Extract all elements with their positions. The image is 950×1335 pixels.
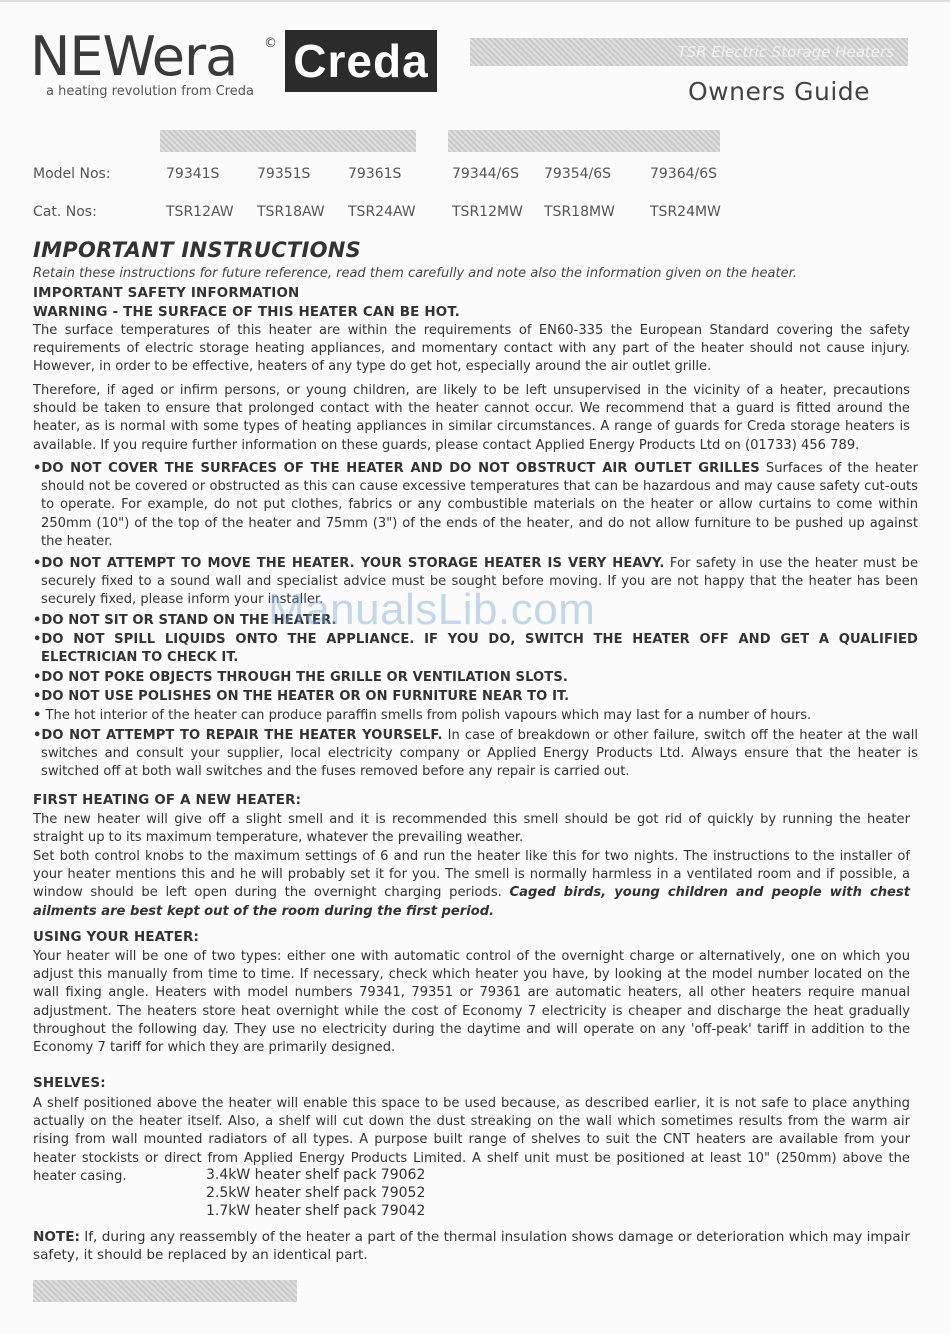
note-label: NOTE: xyxy=(33,1229,80,1245)
cat-number: TSR18AW xyxy=(257,204,325,220)
shelf-pack-item: 1.7kW heater shelf pack 79042 xyxy=(206,1203,426,1219)
first-heating-heading: FIRST HEATING OF A NEW HEATER: xyxy=(33,793,302,808)
cat-number: TSR24AW xyxy=(348,204,416,220)
automatic-header-bar xyxy=(160,130,416,152)
using-paragraph: Your heater will be one of two types: either one with automatic control of the overnight charge or alternatively, one on which you adjust this manually from time to time. If necessary, check which heater you have, by looking at the model number located on the wall fixing angle. Heaters with model numbers 79341, 79351 or 79361 are automatic heaters, all other heaters require manual adjustment. The heaters store heat overnight while the cost of Economy 7 electricity is cheaper and discharge the heat gradually throughout the following day. They use no electricity during the daytime and will operate on any 'off-peak' tariff in addition to the Economy 7 tariff for which they are primarily designed. xyxy=(33,949,910,1056)
bullet-bold: DO NOT ATTEMPT TO REPAIR THE HEATER YOURSELF. xyxy=(41,728,443,743)
model-number: 79351S xyxy=(257,166,311,182)
model-number: 79361S xyxy=(348,166,402,182)
model-number: 79341S xyxy=(166,166,220,182)
important-heading: IMPORTANT INSTRUCTIONS xyxy=(33,238,362,262)
model-number: 79364/6S xyxy=(650,166,718,182)
bullet-icon: • xyxy=(33,632,42,647)
shelves-heading: SHELVES: xyxy=(33,1076,106,1091)
cat-number: TSR24MW xyxy=(650,204,721,220)
bullet-bold: DO NOT SPILL LIQUIDS ONTO THE APPLIANCE. IF YOU DO, SWITCH THE HEATER OFF AND GET A QUALIFIED ELECTRICIAN TO CHECK IT. xyxy=(41,632,918,666)
product-banner: TSR Electric Storage Heaters xyxy=(470,38,908,66)
cat-number: TSR18MW xyxy=(544,204,615,220)
footer-bar xyxy=(33,1280,297,1302)
page-title: Owners Guide xyxy=(688,77,871,106)
model-number: 79354/6S xyxy=(544,166,612,182)
creda-logo: Creda xyxy=(285,30,437,92)
bullet-bold: DO NOT COVER THE SURFACES OF THE HEATER AND DO NOT OBSTRUCT AIR OUTLET GRILLES xyxy=(41,461,760,476)
bullet-bold: DO NOT SIT OR STAND ON THE HEATER. xyxy=(41,613,337,628)
first-heating-paragraph: The new heater will give off a slight smell and it is recommended this smell should be got rid of quickly by running the heater straight up to its maximum temperature, whatever the prevailing weather. xyxy=(33,812,910,846)
tagline: a heating revolution from Creda xyxy=(46,84,254,99)
bullet-icon: • xyxy=(33,461,42,476)
bullet-icon: • xyxy=(33,728,42,743)
bullet-item xyxy=(33,727,918,782)
bullet-item xyxy=(33,460,918,551)
bullet-bold: DO NOT ATTEMPT TO MOVE THE HEATER. YOUR STORAGE HEATER IS VERY HEAVY. xyxy=(41,556,665,571)
manual-header-bar xyxy=(448,130,720,152)
first-heating-paragraph-2 xyxy=(33,848,910,921)
bullet-text: For safety in use the heater must be securely fixed to a sound wall and specialist advice must be sought before moving. If you are not happy that the heater has been securely fixed, please inform your installer. xyxy=(41,556,918,608)
watermark: ManualsLib.com xyxy=(268,585,596,634)
using-heading: USING YOUR HEATER: xyxy=(33,930,200,945)
guard-paragraph: Therefore, if aged or infirm persons, or young children, are likely to be left unsupervised in the vicinity of a heater, precautions should be taken to ensure that prolonged contact with the heater cannot occur. We recommend that a guard is fitted around the heater, as is normal with some types of heating appliances in similar circumstances. A range of guards for Creda storage heaters is available. If you require further information on these guards, please contact Applied Energy Products Ltd on (01733) 456 789. xyxy=(33,383,910,453)
intro-text: Retain these instructions for future reference, read them carefully and note also the information given on the heater. xyxy=(33,266,797,281)
top-rule xyxy=(0,0,950,2)
newera-logo: NEWera xyxy=(30,25,238,88)
cat-number: TSR12MW xyxy=(452,204,523,220)
safety-paragraph: The surface temperatures of this heater are within the requirements of EN60-335 the European Standard covering the safety requirements of electric storage heating appliances, and momentary contact with any part of the heater should not cause injury. However, in order to be effective, heaters of any type do get hot, especially around the air outlet grille. xyxy=(33,323,910,375)
bullet-text: The hot interior of the heater can produce paraffin smells from polish vapours which may last for a number of hours. xyxy=(45,708,812,723)
copyright-mark: © xyxy=(264,36,277,51)
bullet-icon: • xyxy=(33,708,42,723)
bullet-icon: • xyxy=(33,556,42,571)
first-heating-text: Set both control knobs to the maximum settings of 6 and run the heater like this for two nights. The instructions to the installer of your heater mentions this and he will probably set it for you. The smell is normally harmless in a ventilated room and if possible, a window should be left open during the overnight charging periods. xyxy=(33,849,910,901)
first-heating-emphasis: Caged birds, young children and people with chest ailments are best kept out of the room during the first period. xyxy=(33,885,910,919)
cat-number: TSR12AW xyxy=(166,204,234,220)
bullet-item xyxy=(33,669,918,687)
bullet-text: In case of breakdown or other failure, switch off the heater at the wall switches and consult your supplier, local electricity company or Applied Energy Products Ltd. Always ensure that the heater is switched off at both wall switches and the fuses removed before any repair is carried out. xyxy=(41,728,918,780)
shelf-pack-item: 3.4kW heater shelf pack 79062 xyxy=(206,1167,426,1183)
bullet-item xyxy=(33,631,918,667)
bullet-text: Surfaces of the heater should not be covered or obstructed as this can cause excessive temperatures that can be hazardous and may cause safety cut-outs to operate. For example, do not put clothes, fabrics or any combustible materials on the heater or allow curtains to come within 250mm (10") of the top of the heater and 75mm (3") of the ends of the heater, and do not allow furniture to be pushed up against the heater. xyxy=(41,461,918,549)
shelves-paragraph: A shelf positioned above the heater will enable this space to be used because, as described earlier, it is not safe to place anything actually on the heater itself. Also, a shelf will cut down the dust streaking on the wall which sometimes results from the warm air rising from wall mounted radiators of all types. A purpose built range of shelves to suit the CNT heaters are available from your heater stockists or direct from Applied Energy Products Limited. A shelf unit must be positioned at least 10" (250mm) above the heater casing. xyxy=(33,1096,910,1184)
shelf-pack-item: 2.5kW heater shelf pack 79052 xyxy=(206,1185,426,1201)
bullet-item xyxy=(33,688,918,706)
bullet-icon: • xyxy=(33,613,42,628)
safety-heading: IMPORTANT SAFETY INFORMATION xyxy=(33,286,300,301)
note-paragraph xyxy=(33,1228,910,1264)
model-label: Model Nos: xyxy=(33,166,111,182)
note-text: If, during any reassembly of the heater a part of the thermal insulation shows damage or deterioration which may impair safety, it should be replaced by an identical part. xyxy=(33,1229,910,1264)
bullet-icon: • xyxy=(33,670,42,685)
bullet-bold: DO NOT USE POLISHES ON THE HEATER OR ON FURNITURE NEAR TO IT. xyxy=(41,689,570,704)
bullet-icon: • xyxy=(33,689,42,704)
model-number: 79344/6S xyxy=(452,166,520,182)
warning-heading: WARNING - THE SURFACE OF THIS HEATER CAN BE HOT. xyxy=(33,305,460,320)
cat-label: Cat. Nos: xyxy=(33,204,97,220)
bullet-bold: DO NOT POKE OBJECTS THROUGH THE GRILLE OR VENTILATION SLOTS. xyxy=(41,670,568,685)
bullet-item xyxy=(33,707,918,725)
